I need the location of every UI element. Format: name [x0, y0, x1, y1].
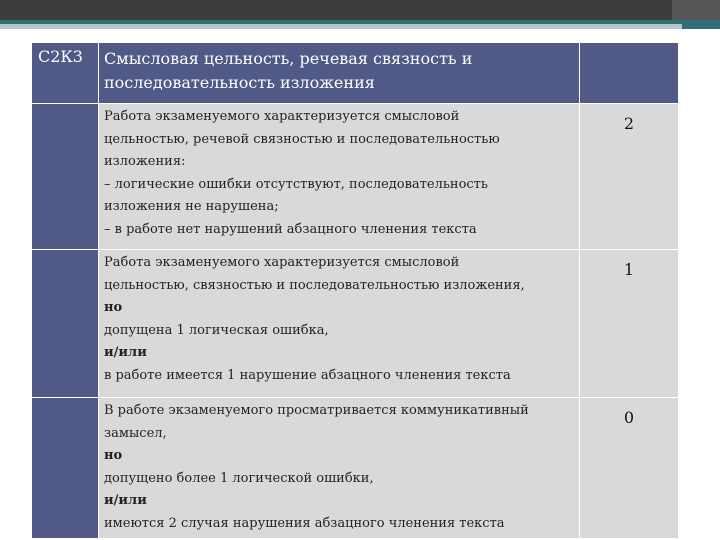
description-line: изложения:	[104, 154, 186, 169]
top-band-corner	[672, 0, 720, 20]
description-line: Работа экзаменуемого характеризуется смысловой	[104, 255, 460, 270]
accent-teal-line	[0, 20, 720, 24]
description-line: В работе экзаменуемого просматривается коммуникативный	[104, 403, 529, 418]
score-value: 0	[580, 398, 679, 539]
conjunction-but: но	[104, 300, 123, 315]
description-line: – логические ошибки отсутствуют, последовательность	[104, 176, 488, 192]
criteria-table	[31, 42, 679, 539]
conjunction-and-or: и/или	[104, 493, 147, 508]
conjunction-and-or: и/или	[104, 345, 147, 360]
row-left-cell	[32, 250, 99, 398]
criterion-code: С2К3	[32, 43, 99, 104]
header-score-cell	[580, 43, 679, 104]
description-line: Работа экзаменуемого характеризуется смысловой	[104, 109, 460, 124]
description-line: цельностью, речевой связностью и последовательностью	[104, 131, 500, 147]
row-left-cell	[32, 104, 99, 250]
title-line: последовательность изложения	[104, 73, 375, 92]
criteria-description	[99, 104, 580, 250]
conjunction-but: но	[104, 448, 123, 463]
criteria-row-score-1	[32, 250, 679, 398]
description-line: – в работе нет нарушений абзацного членения текста	[104, 221, 477, 237]
criteria-row-score-0	[32, 398, 679, 539]
description-line: замысел,	[104, 425, 167, 441]
title-line: Смысловая цельность, речевая связность и	[104, 49, 473, 68]
description-line: цельностью, связностью и последовательностью изложения,	[104, 277, 525, 293]
criterion-title	[99, 43, 580, 104]
description-line: допущено более 1 логической ошибки,	[104, 470, 374, 486]
description-line: имеются 2 случая нарушения абзацного членения текста	[104, 515, 505, 531]
row-left-cell	[32, 398, 99, 539]
criteria-description	[99, 398, 580, 539]
header-row	[32, 43, 679, 104]
description-line: допущена 1 логическая ошибка,	[104, 322, 329, 338]
criteria-description	[99, 250, 580, 398]
description-line: изложения не нарушена;	[104, 199, 279, 214]
score-value: 1	[580, 250, 679, 398]
description-line: в работе имеется 1 нарушение абзацного членения текста	[104, 367, 511, 383]
score-value: 2	[580, 104, 679, 250]
top-accent-stripe	[0, 20, 720, 29]
top-decorative-band	[0, 0, 720, 20]
accent-dark-block	[682, 20, 720, 29]
criteria-row-score-2	[32, 104, 679, 250]
